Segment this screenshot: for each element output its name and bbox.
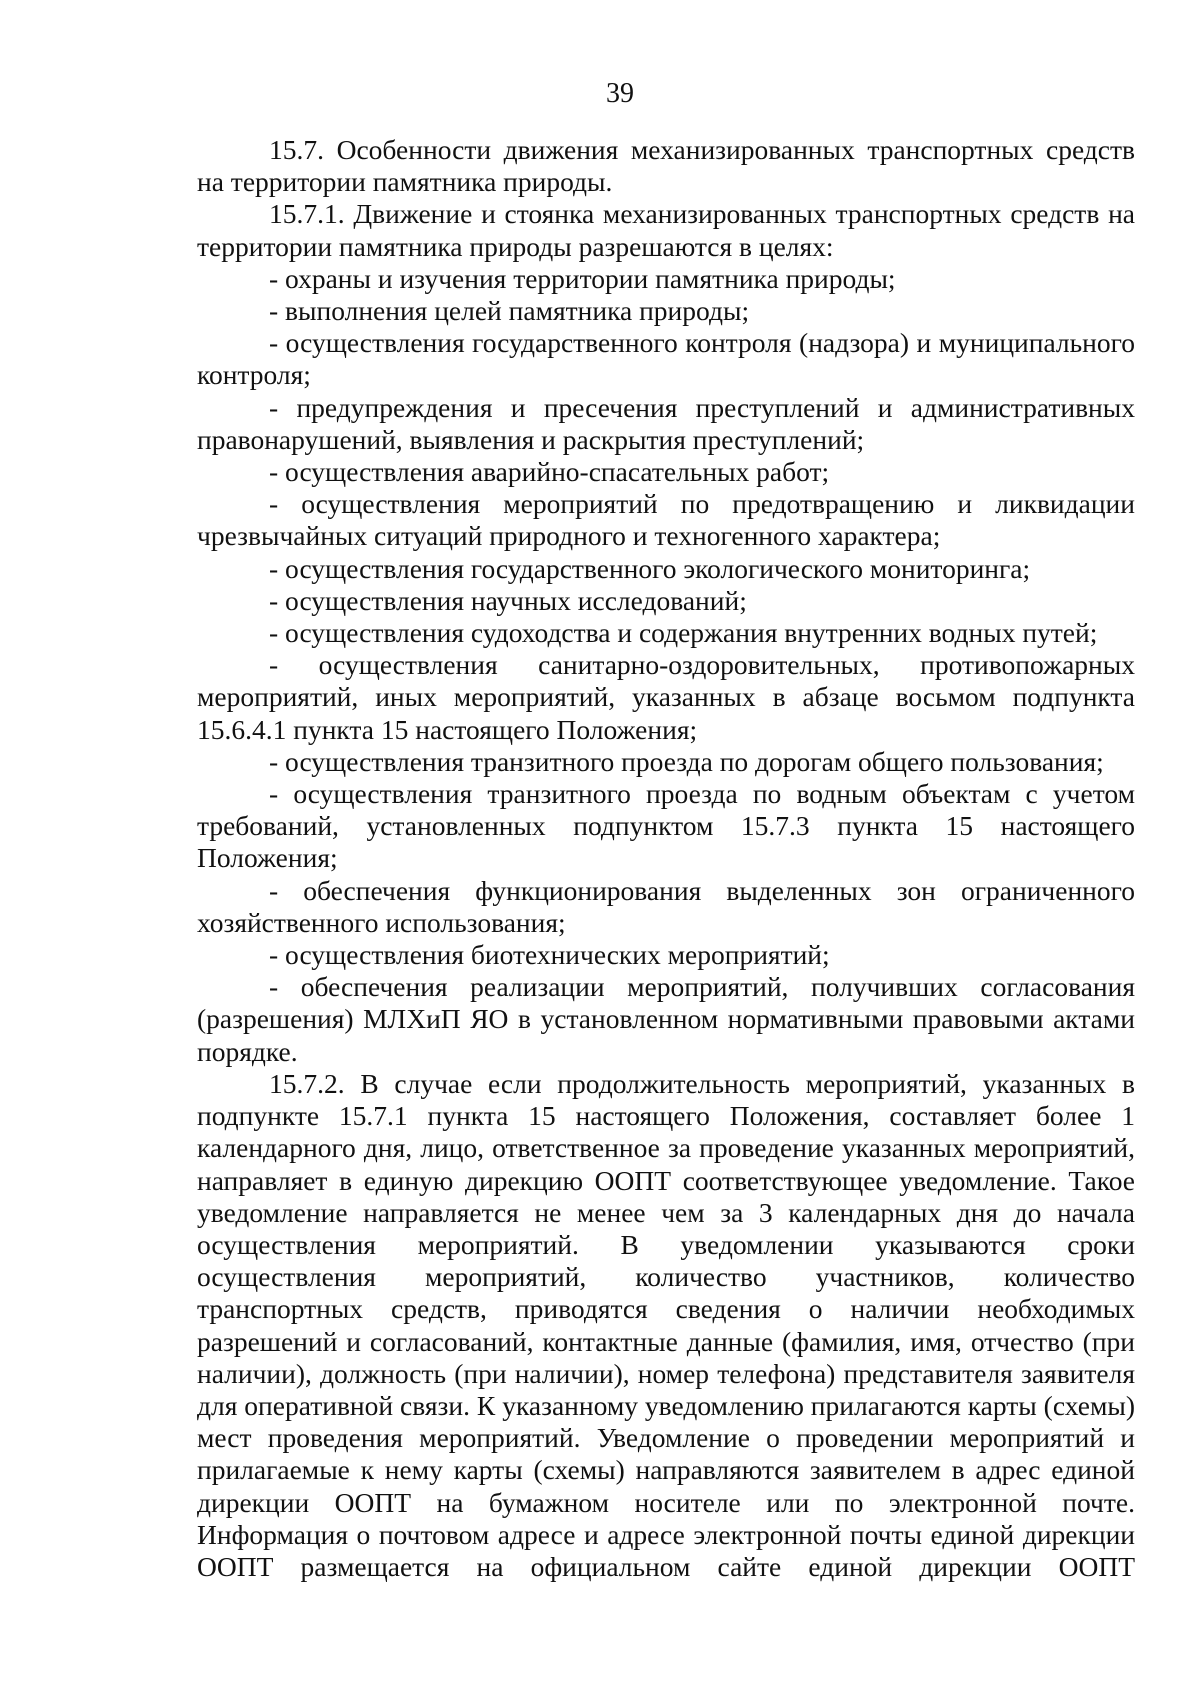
list-item: - осуществления транзитного проезда по дорогам общего пользования; [269,745,1104,777]
list-item: - охраны и изучения территории памятника природы; [269,262,896,294]
list-item: - осуществления судоходства и содержания внутренних водных путей; [269,617,1098,649]
list-item: - осуществления аварийно-спасательных работ; [269,456,830,488]
list-item: - осуществления государственного контроля (надзора) и муниципального контроля; [197,327,1135,391]
clause-15-7-1: 15.7.1. Движение и стоянка механизированных транспортных средств на территории памятника природы разрешаются в целях: [197,198,1135,262]
document-body [197,134,1135,1583]
list-item: - обеспечения функционирования выделенных зон ограниченного хозяйственного использования; [197,874,1135,938]
list-item: - выполнения целей памятника природы; [269,295,750,327]
list-item: - предупреждения и пресечения преступлений и административных правонарушений, выявления и раскрытия преступлений; [197,391,1135,455]
list-item: - осуществления санитарно-оздоровительных, противопожарных мероприятий, иных мероприятий, указанных в абзаце восьмом подпункта 15.6.4.1 пункта 15 настоящего Положения; [197,649,1135,745]
clause-15-7-2: 15.7.2. В случае если продолжительность мероприятий, указанных в подпункте 15.7.1 пункта 15 настоящего Положения, составляет более 1 календарного дня, лицо, ответственное за проведение указанных мероприятий, направляет в единую дирекцию ООПТ соответствующее уведомление. Такое уведомление направляется не менее чем за 3 календарных дня до начала осуществления мероприятий. В уведомлении указываются сроки осуществления мероприятий, количество участников, количество транспортных средств, приводятся сведения о наличии необходимых разрешений и согласований, контактные данные (фамилия, имя, отчество (при наличии), должность (при наличии), номер телефона) представителя заявителя для оперативной связи. К указанному уведомлению прилагаются карты (схемы) мест проведения мероприятий. Уведомление о проведении мероприятий и прилагаемые к нему карты (схемы) направляются заявителем в адрес единой дирекции ООПТ на бумажном носителе или по электронной почте. Информация о почтовом адресе и адресе электронной почты единой дирекции ООПТ размещается на официальном сайте единой дирекции ООПТ [197,1067,1135,1582]
list-item: - осуществления научных исследований; [269,584,747,616]
list-item: - осуществления мероприятий по предотвращению и ликвидации чрезвычайных ситуаций природного и техногенного характера; [197,488,1135,552]
list-item: - осуществления государственного экологического мониторинга; [269,552,1031,584]
section-heading-15-7: 15.7. Особенности движения механизированных транспортных средств на территории памятника природы. [197,134,1135,198]
list-item: - осуществления биотехнических мероприятий; [269,939,830,971]
page-number: 39 [606,78,634,109]
list-item: - осуществления транзитного проезда по водным объектам с учетом требований, установленных подпунктом 15.7.3 пункта 15 настоящего Положения; [197,778,1135,874]
list-item: - обеспечения реализации мероприятий, получивших согласования (разрешения) МЛХиП ЯО в установленном нормативными правовыми актами порядке. [197,971,1135,1067]
